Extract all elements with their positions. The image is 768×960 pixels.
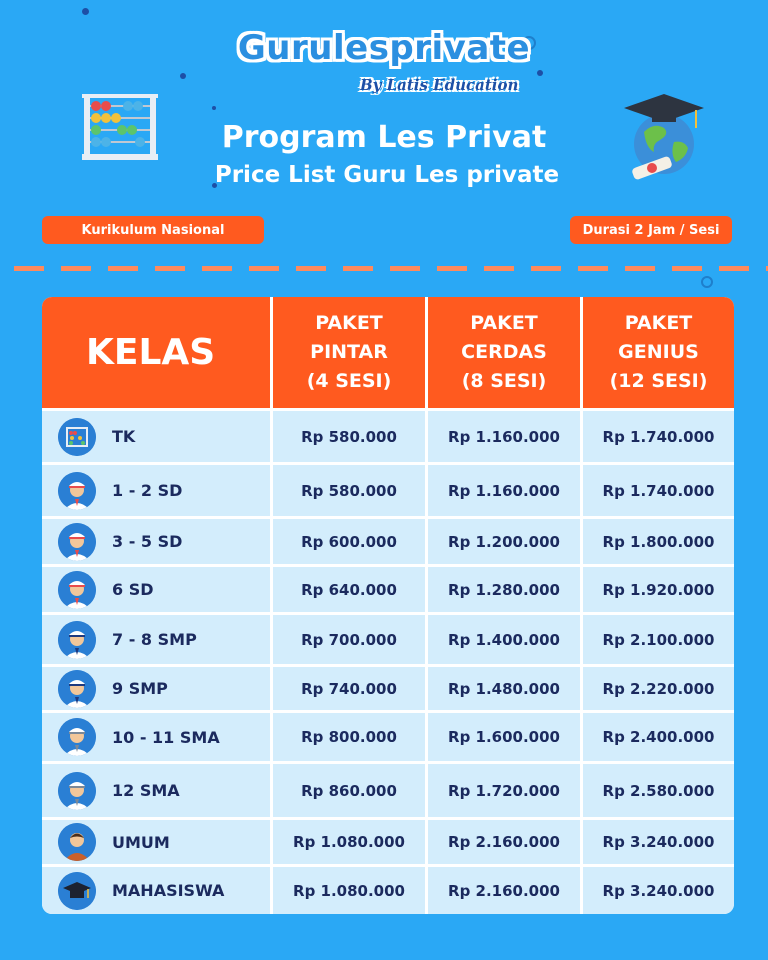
header-line: PINTAR — [310, 341, 388, 363]
student-sd-icon — [58, 472, 96, 510]
price-cell: Rp 860.000 — [273, 764, 425, 817]
header-paket-pintar — [273, 297, 425, 408]
kelas-label: UMUM — [112, 832, 170, 852]
decor-dot — [212, 106, 216, 110]
price-cell: Rp 3.240.000 — [583, 867, 734, 914]
abacus-icon — [58, 418, 96, 456]
brand-logo — [0, 28, 768, 94]
price-cell: Rp 800.000 — [273, 713, 425, 761]
price-cell: Rp 1.740.000 — [583, 411, 734, 462]
kelas-cell — [42, 615, 270, 664]
page-title: Program Les Privat — [221, 120, 547, 155]
table-row — [42, 764, 734, 817]
kelas-cell — [42, 867, 270, 914]
price-cell: Rp 1.400.000 — [428, 615, 580, 664]
price-cell: Rp 1.740.000 — [583, 465, 734, 516]
decor-dot — [180, 73, 186, 79]
price-cell: Rp 740.000 — [273, 667, 425, 710]
table-row — [42, 820, 734, 864]
price-cell: Rp 1.160.000 — [428, 465, 580, 516]
table-row — [42, 465, 734, 516]
header-line: (8 SESI) — [461, 370, 547, 392]
header-line: PAKET — [624, 312, 693, 334]
price-cell: Rp 1.160.000 — [428, 411, 580, 462]
header-paket-genius — [583, 297, 734, 408]
table-header — [42, 297, 734, 408]
student-smp-icon — [58, 621, 96, 659]
price-cell: Rp 1.720.000 — [428, 764, 580, 817]
price-cell: Rp 1.600.000 — [428, 713, 580, 761]
kelas-cell — [42, 519, 270, 564]
price-table — [42, 297, 734, 914]
kelas-label: 10 - 11 SMA — [112, 727, 220, 747]
kelas-label: TK — [112, 427, 136, 446]
header-line: PAKET — [315, 312, 383, 334]
price-cell: Rp 1.080.000 — [273, 820, 425, 864]
price-cell: Rp 1.080.000 — [273, 867, 425, 914]
table-row — [42, 519, 734, 564]
kelas-label: 3 - 5 SD — [112, 532, 183, 551]
logo-subtext: By Latis Education — [360, 76, 519, 94]
header-line: CERDAS — [461, 341, 547, 363]
decor-dot — [82, 8, 89, 15]
price-cell: Rp 2.100.000 — [583, 615, 734, 664]
header-line: (4 SESI) — [306, 370, 392, 392]
header-paket-cerdas — [428, 297, 580, 408]
table-row — [42, 713, 734, 761]
student-sma-icon — [58, 718, 96, 756]
kelas-cell — [42, 713, 270, 761]
price-cell: Rp 1.480.000 — [428, 667, 580, 710]
price-cell: Rp 2.160.000 — [428, 867, 580, 914]
header-kelas: KELAS — [42, 297, 270, 408]
header-line: GENIUS — [618, 341, 699, 363]
decor-dot — [537, 70, 543, 76]
kelas-cell — [42, 667, 270, 710]
kelas-label: 9 SMP — [112, 679, 168, 698]
curriculum-badge: Kurikulum Nasional — [42, 216, 264, 244]
header-line: PAKET — [470, 312, 538, 334]
header-line: (12 SESI) — [609, 370, 708, 392]
price-cell: Rp 2.580.000 — [583, 764, 734, 817]
logo-text: Gurulesprivate — [237, 28, 531, 68]
kelas-label: 7 - 8 SMP — [112, 630, 197, 649]
dashed-divider — [14, 266, 768, 271]
price-cell: Rp 1.800.000 — [583, 519, 734, 564]
kelas-label: 1 - 2 SD — [112, 481, 183, 500]
adult-icon — [58, 823, 96, 861]
price-cell: Rp 600.000 — [273, 519, 425, 564]
kelas-label: 6 SD — [112, 580, 154, 599]
price-cell: Rp 3.240.000 — [583, 820, 734, 864]
page-subtitle: Price List Guru Les private — [214, 162, 560, 188]
price-cell: Rp 1.280.000 — [428, 567, 580, 612]
price-cell: Rp 700.000 — [273, 615, 425, 664]
kelas-label: MAHASISWA — [112, 881, 225, 900]
duration-badge: Durasi 2 Jam / Sesi — [570, 216, 732, 244]
student-sd-icon — [58, 523, 96, 561]
kelas-cell — [42, 764, 270, 817]
price-cell: Rp 2.400.000 — [583, 713, 734, 761]
kelas-cell — [42, 411, 270, 462]
kelas-label: 12 SMA — [112, 781, 180, 800]
kelas-cell — [42, 465, 270, 516]
kelas-cell — [42, 820, 270, 864]
price-cell: Rp 580.000 — [273, 411, 425, 462]
graduation-cap-icon — [58, 872, 96, 910]
student-sd-icon — [58, 571, 96, 609]
table-row — [42, 667, 734, 710]
table-row — [42, 615, 734, 664]
decor-ring — [701, 276, 713, 288]
price-cell: Rp 640.000 — [273, 567, 425, 612]
student-smp-icon — [58, 670, 96, 708]
price-cell: Rp 2.220.000 — [583, 667, 734, 710]
price-cell: Rp 1.920.000 — [583, 567, 734, 612]
price-cell: Rp 1.200.000 — [428, 519, 580, 564]
kelas-cell — [42, 567, 270, 612]
price-cell: Rp 2.160.000 — [428, 820, 580, 864]
table-row — [42, 867, 734, 914]
price-cell: Rp 580.000 — [273, 465, 425, 516]
student-sma-icon — [58, 772, 96, 810]
table-row — [42, 411, 734, 462]
table-row — [42, 567, 734, 612]
